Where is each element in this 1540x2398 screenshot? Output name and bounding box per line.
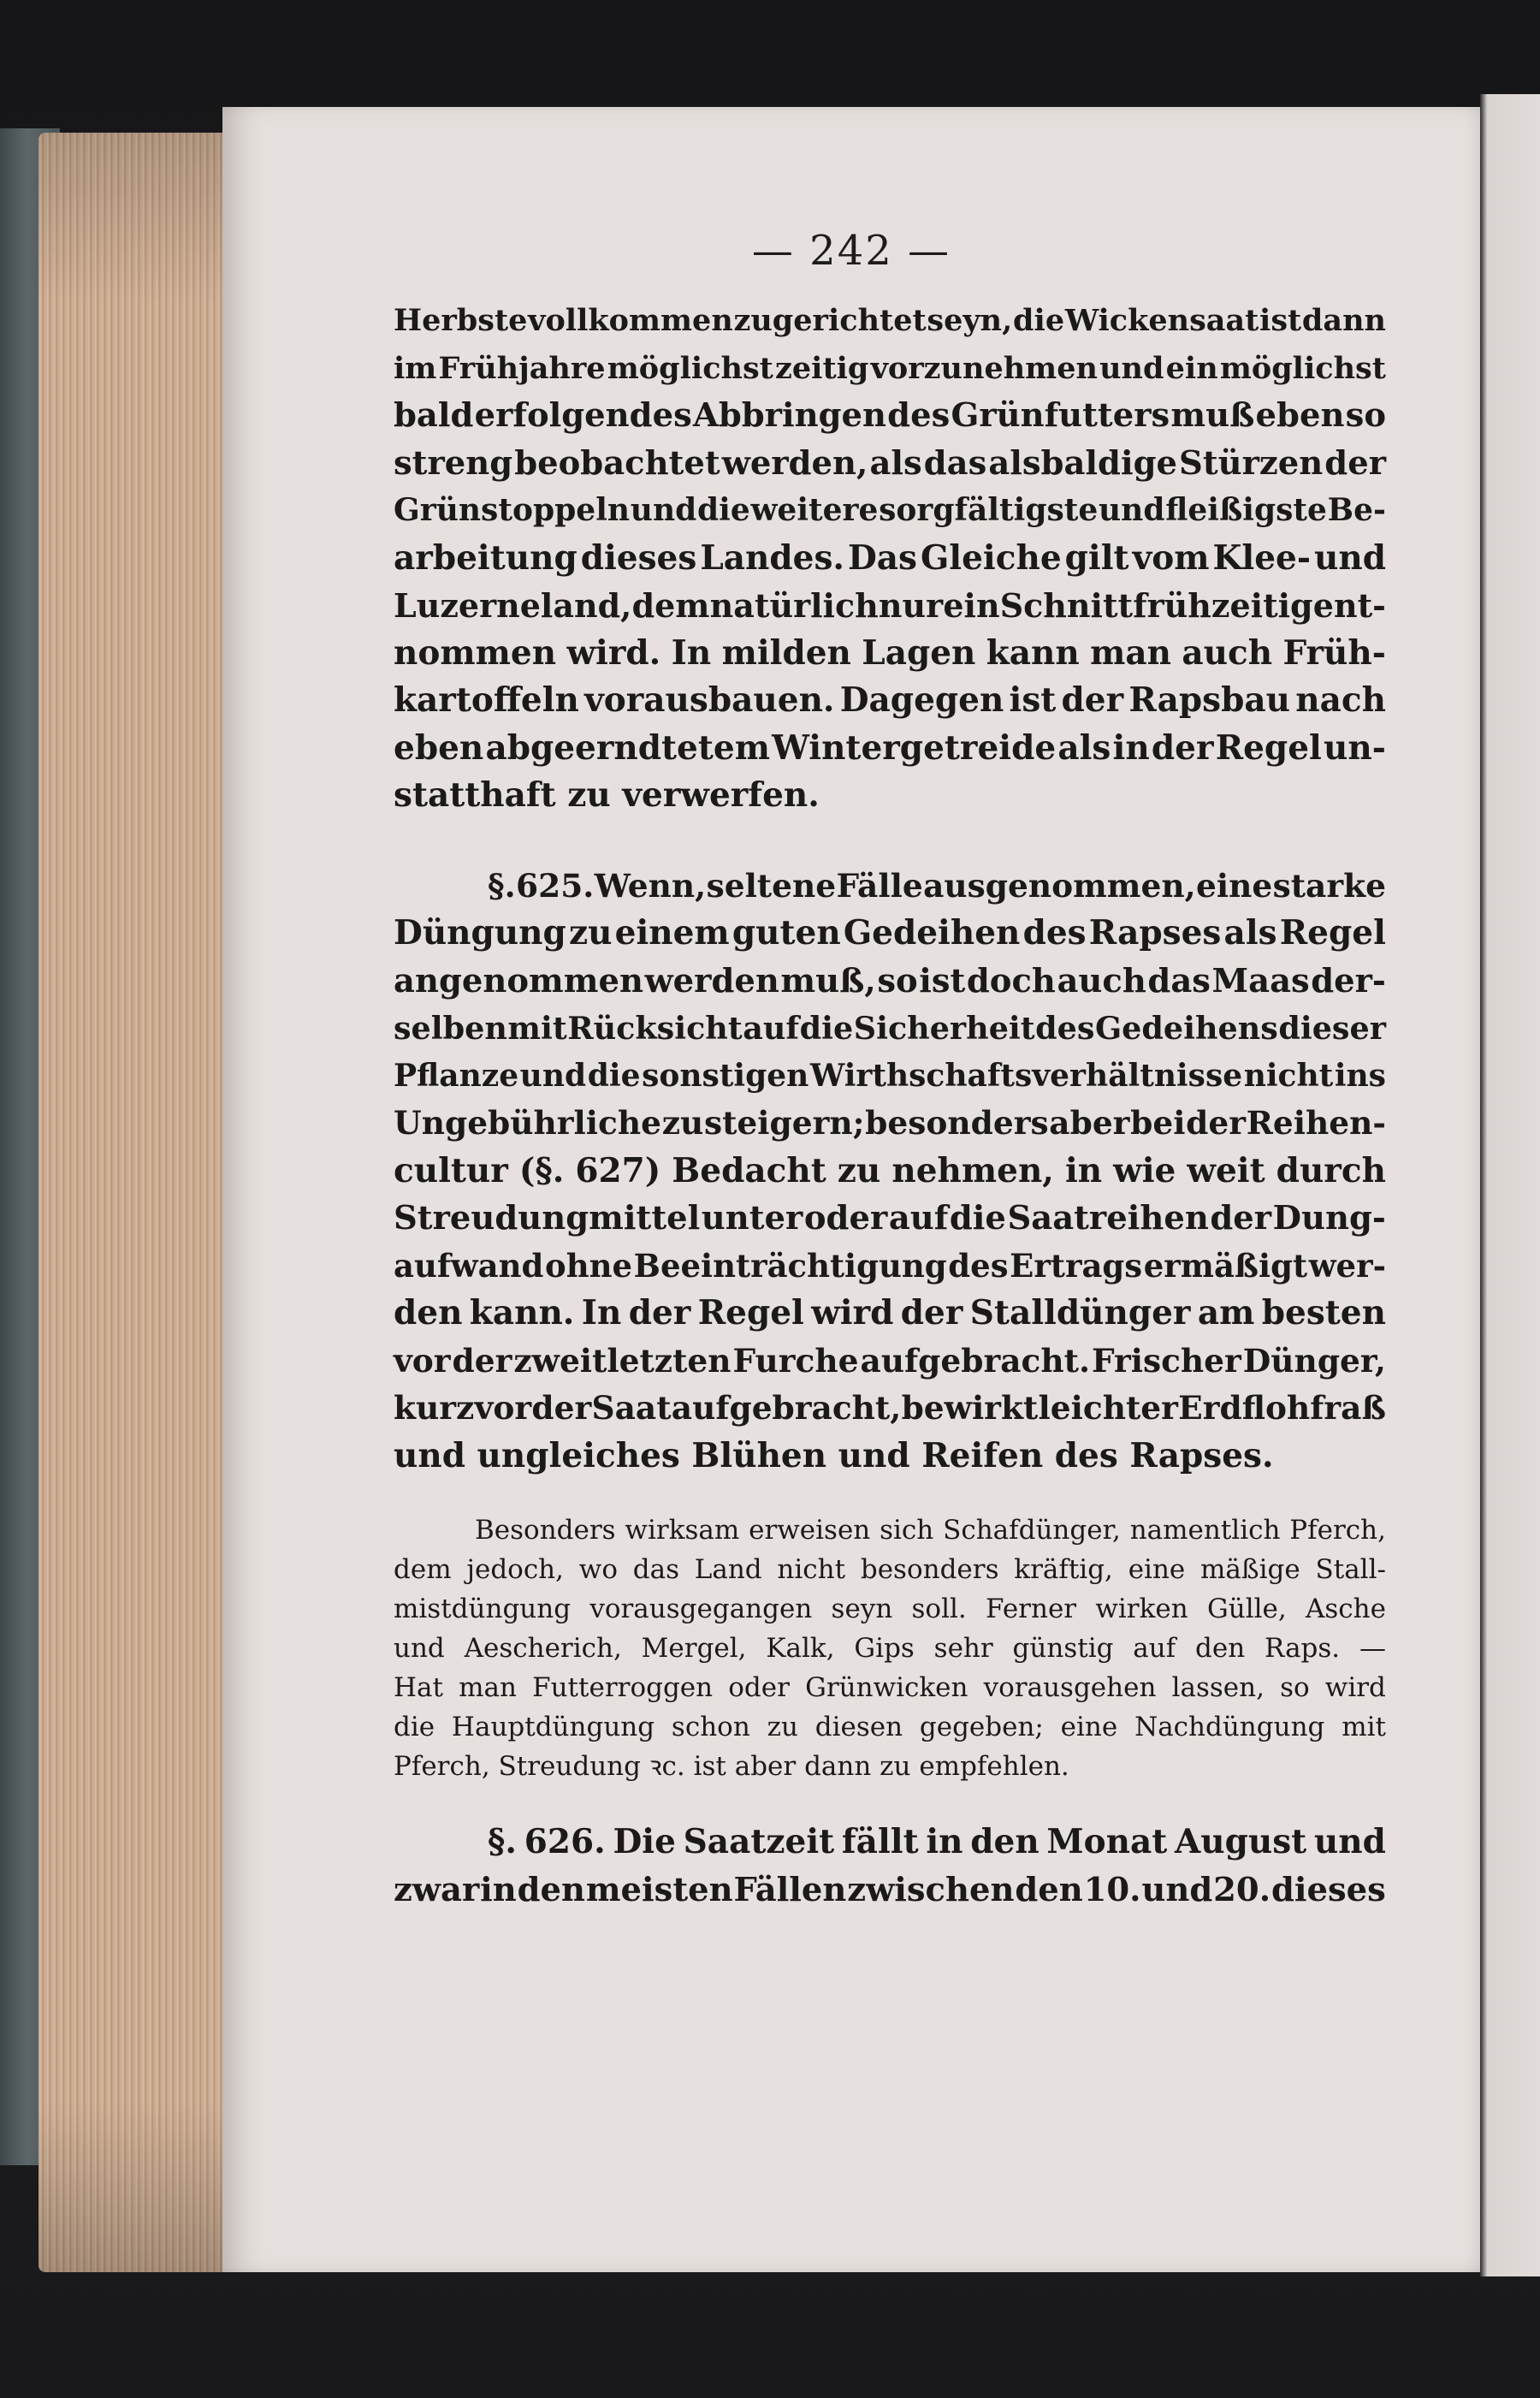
paragraph-626 — [394, 1819, 1386, 1914]
text-line: kartoffeln vorausbauen. Dagegen ist der Rapsbau nach — [394, 680, 1386, 720]
text-line: im Frühjahre möglichst zeitig vorzunehmen und ein möglichst — [394, 350, 1386, 386]
text-line: die Hauptdüngung schon zu diesen gegeben; eine Nachdüngung mit — [394, 1712, 1386, 1742]
paragraph-625 — [394, 863, 1386, 1481]
text-line: vor der zweitletzten Furche aufgebracht. Frischer Dünger, — [394, 1341, 1386, 1380]
book-page — [222, 107, 1480, 2272]
text-line: statthaft zu verwerfen. — [394, 775, 820, 815]
paragraph-note — [394, 1511, 1386, 1786]
text-line: angenommen werden muß, so ist doch auch das Maas der- — [394, 961, 1386, 1000]
text-line: Streudungmittel unter oder auf die Saatreihen der Dung- — [394, 1199, 1386, 1238]
text-line: Grünstoppeln und die weitere sorgfältigste und fleißigste Be- — [394, 492, 1386, 528]
text-line: kurz vor der Saat aufgebracht, bewirkt leichter Erdflohfraß — [394, 1389, 1386, 1427]
text-line: arbeitung dieses Landes. Das Gleiche gilt vom Klee- und — [394, 537, 1386, 578]
text-line: dem jedoch, wo das Land nicht besonders kräftig, eine mäßige Stall- — [394, 1554, 1386, 1585]
text-line: Besonders wirksam erweisen sich Schafdünger, namentlich Pferch, — [475, 1515, 1386, 1546]
text-line: und ungleiches Blühen und Reifen des Rapses. — [394, 1435, 1274, 1475]
text-line: und Aescherich, Mergel, Kalk, Gips sehr günstig auf den Raps. — — [394, 1633, 1386, 1664]
text-line: §. 625. Wenn, seltene Fälle ausgenommen, eine starke — [488, 866, 1386, 905]
text-line: Ungebührliche zu steigern; besonders aber bei der Reihen- — [394, 1104, 1386, 1142]
text-line: bald erfolgendes Abbringen des Grünfutters muß eben so — [394, 396, 1386, 435]
text-line: Pflanze und die sonstigen Wirthschaftsverhältnisse nicht ins — [394, 1057, 1386, 1094]
text-line: Herbste vollkommen zugerichtet seyn, die Wickensaat ist dann — [394, 303, 1386, 338]
text-line: mistdüngung vorausgegangen seyn soll. Ferner wirken Gülle, Asche — [394, 1594, 1386, 1624]
text-line: streng beobachtet werden, als das alsbaldige Stürzen der — [394, 443, 1386, 483]
text-line: selben mit Rücksicht auf die Sicherheit des Gedeihens dieser — [394, 1010, 1386, 1047]
text-line: eben abgeerndtetem Wintergetreide als in der Regel un- — [394, 727, 1386, 768]
text-line: Hat man Futterroggen oder Grünwicken vorausgehen lassen, so wird — [394, 1672, 1386, 1703]
text-line: Luzerneland, dem natürlich nur ein Schnitt frühzeitig ent- — [394, 586, 1386, 625]
text-line: Düngung zu einem guten Gedeihen des Rapses als Regel — [394, 913, 1386, 953]
page-text — [394, 297, 1386, 1914]
paragraph-continuation — [394, 297, 1386, 820]
text-line: nommen wird. In milden Lagen kann man auch Früh- — [394, 632, 1386, 673]
text-line: aufwand ohne Beeinträchtigung des Ertrags ermäßigt wer- — [394, 1246, 1386, 1285]
next-page-edge — [1480, 94, 1540, 2276]
page-edges — [38, 133, 248, 2272]
text-line: §. 626. Die Saatzeit fällt in den Monat August und — [488, 1822, 1386, 1861]
text-line: zwar in den meisten Fällen zwischen den 10. und 20. dieses — [394, 1870, 1386, 1909]
text-line: Pferch, Streudung ꝛc. ist aber dann zu empfehlen. — [394, 1751, 1069, 1782]
text-line: cultur (§. 627) Bedacht zu nehmen, in wie weit durch — [394, 1150, 1386, 1190]
text-line: den kann. In der Regel wird der Stalldünger am besten — [394, 1293, 1386, 1333]
page-number: — 242 — — [751, 227, 951, 275]
